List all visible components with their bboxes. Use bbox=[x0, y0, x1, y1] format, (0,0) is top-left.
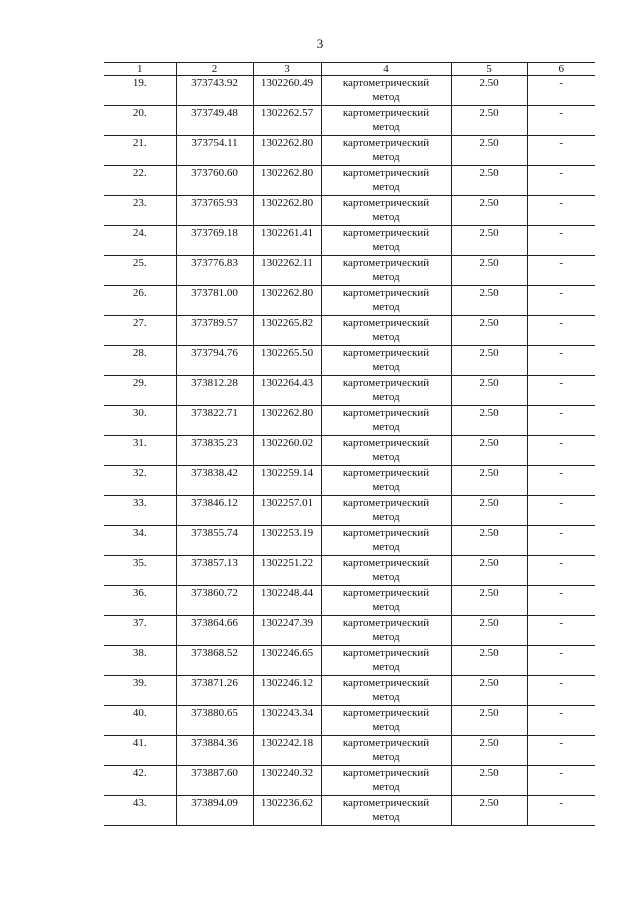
table-row bbox=[104, 406, 595, 436]
method-cell bbox=[321, 286, 451, 316]
accuracy-cell: 2.50 bbox=[451, 586, 527, 616]
note-cell: - bbox=[527, 256, 595, 286]
table-row bbox=[104, 376, 595, 406]
method-line: картометрический bbox=[342, 737, 430, 749]
accuracy-cell: 2.50 bbox=[451, 526, 527, 556]
point-number-cell: 31. bbox=[104, 436, 176, 466]
note-cell: - bbox=[527, 496, 595, 526]
x-coordinate-cell: 373776.83 bbox=[176, 256, 253, 286]
note-cell: - bbox=[527, 166, 595, 196]
page-number: 3 bbox=[316, 36, 324, 51]
method-line: метод bbox=[372, 451, 400, 463]
method-cell bbox=[321, 466, 451, 496]
point-number-cell: 22. bbox=[104, 166, 176, 196]
point-number-cell: 36. bbox=[104, 586, 176, 616]
method-line: картометрический bbox=[342, 647, 430, 659]
method-line: метод bbox=[372, 661, 400, 673]
y-coordinate-cell: 1302259.14 bbox=[253, 466, 321, 496]
y-coordinate-cell: 1302236.62 bbox=[253, 796, 321, 826]
point-number-cell: 35. bbox=[104, 556, 176, 586]
method-line: метод bbox=[372, 151, 400, 163]
point-number-cell: 29. bbox=[104, 376, 176, 406]
method-line: картометрический bbox=[342, 407, 430, 419]
point-number-cell: 37. bbox=[104, 616, 176, 646]
point-number-cell: 24. bbox=[104, 226, 176, 256]
point-number-cell: 42. bbox=[104, 766, 176, 796]
method-line: метод bbox=[372, 271, 400, 283]
method-cell bbox=[321, 676, 451, 706]
table-row bbox=[104, 496, 595, 526]
y-coordinate-cell: 1302265.82 bbox=[253, 316, 321, 346]
method-line: картометрический bbox=[342, 587, 430, 599]
method-line: картометрический bbox=[342, 707, 430, 719]
y-coordinate-cell: 1302260.02 bbox=[253, 436, 321, 466]
note-cell: - bbox=[527, 346, 595, 376]
method-line: картометрический bbox=[342, 797, 430, 809]
method-cell bbox=[321, 376, 451, 406]
y-coordinate-cell: 1302248.44 bbox=[253, 586, 321, 616]
method-line: картометрический bbox=[342, 257, 430, 269]
point-number-cell: 40. bbox=[104, 706, 176, 736]
accuracy-cell: 2.50 bbox=[451, 226, 527, 256]
point-number-cell: 34. bbox=[104, 526, 176, 556]
accuracy-cell: 2.50 bbox=[451, 496, 527, 526]
method-line: метод bbox=[372, 421, 400, 433]
method-line: метод bbox=[372, 631, 400, 643]
x-coordinate-cell: 373835.23 bbox=[176, 436, 253, 466]
y-coordinate-cell: 1302262.80 bbox=[253, 286, 321, 316]
method-cell bbox=[321, 136, 451, 166]
method-cell bbox=[321, 646, 451, 676]
method-cell bbox=[321, 166, 451, 196]
method-cell bbox=[321, 766, 451, 796]
y-coordinate-cell: 1302257.01 bbox=[253, 496, 321, 526]
x-coordinate-cell: 373769.18 bbox=[176, 226, 253, 256]
table-row bbox=[104, 136, 595, 166]
column-header: 6 bbox=[527, 63, 595, 76]
note-cell: - bbox=[527, 316, 595, 346]
table-row bbox=[104, 106, 595, 136]
x-coordinate-cell: 373868.52 bbox=[176, 646, 253, 676]
method-line: метод bbox=[372, 121, 400, 133]
note-cell: - bbox=[527, 106, 595, 136]
x-coordinate-cell: 373743.92 bbox=[176, 76, 253, 106]
table-row bbox=[104, 796, 595, 826]
method-line: метод bbox=[372, 691, 400, 703]
x-coordinate-cell: 373846.12 bbox=[176, 496, 253, 526]
y-coordinate-cell: 1302253.19 bbox=[253, 526, 321, 556]
accuracy-cell: 2.50 bbox=[451, 286, 527, 316]
column-header: 2 bbox=[176, 63, 253, 76]
method-line: метод bbox=[372, 601, 400, 613]
column-header: 3 bbox=[253, 63, 321, 76]
note-cell: - bbox=[527, 436, 595, 466]
method-cell bbox=[321, 406, 451, 436]
x-coordinate-cell: 373857.13 bbox=[176, 556, 253, 586]
x-coordinate-cell: 373754.11 bbox=[176, 136, 253, 166]
x-coordinate-cell: 373838.42 bbox=[176, 466, 253, 496]
method-line: картометрический bbox=[342, 767, 430, 779]
point-number-cell: 28. bbox=[104, 346, 176, 376]
accuracy-cell: 2.50 bbox=[451, 796, 527, 826]
table-row bbox=[104, 676, 595, 706]
note-cell: - bbox=[527, 466, 595, 496]
method-cell bbox=[321, 196, 451, 226]
accuracy-cell: 2.50 bbox=[451, 346, 527, 376]
method-cell bbox=[321, 796, 451, 826]
method-line: картометрический bbox=[342, 197, 430, 209]
y-coordinate-cell: 1302242.18 bbox=[253, 736, 321, 766]
accuracy-cell: 2.50 bbox=[451, 136, 527, 166]
method-line: метод bbox=[372, 481, 400, 493]
point-number-cell: 20. bbox=[104, 106, 176, 136]
method-line: метод bbox=[372, 301, 400, 313]
method-line: метод bbox=[372, 391, 400, 403]
point-number-cell: 43. bbox=[104, 796, 176, 826]
method-line: картометрический bbox=[342, 137, 430, 149]
method-line: картометрический bbox=[342, 377, 430, 389]
accuracy-cell: 2.50 bbox=[451, 106, 527, 136]
table-row bbox=[104, 736, 595, 766]
method-line: метод bbox=[372, 541, 400, 553]
accuracy-cell: 2.50 bbox=[451, 706, 527, 736]
y-coordinate-cell: 1302251.22 bbox=[253, 556, 321, 586]
y-coordinate-cell: 1302246.12 bbox=[253, 676, 321, 706]
note-cell: - bbox=[527, 796, 595, 826]
accuracy-cell: 2.50 bbox=[451, 466, 527, 496]
accuracy-cell: 2.50 bbox=[451, 316, 527, 346]
x-coordinate-cell: 373749.48 bbox=[176, 106, 253, 136]
method-line: метод bbox=[372, 811, 400, 823]
x-coordinate-cell: 373880.65 bbox=[176, 706, 253, 736]
accuracy-cell: 2.50 bbox=[451, 76, 527, 106]
method-line: картометрический bbox=[342, 527, 430, 539]
method-line: метод bbox=[372, 181, 400, 193]
x-coordinate-cell: 373884.36 bbox=[176, 736, 253, 766]
point-number-cell: 30. bbox=[104, 406, 176, 436]
note-cell: - bbox=[527, 766, 595, 796]
x-coordinate-cell: 373860.72 bbox=[176, 586, 253, 616]
point-number-cell: 39. bbox=[104, 676, 176, 706]
x-coordinate-cell: 373789.57 bbox=[176, 316, 253, 346]
y-coordinate-cell: 1302262.57 bbox=[253, 106, 321, 136]
table-row bbox=[104, 166, 595, 196]
x-coordinate-cell: 373894.09 bbox=[176, 796, 253, 826]
table-row bbox=[104, 346, 595, 376]
note-cell: - bbox=[527, 196, 595, 226]
note-cell: - bbox=[527, 136, 595, 166]
y-coordinate-cell: 1302262.80 bbox=[253, 406, 321, 436]
note-cell: - bbox=[527, 616, 595, 646]
method-line: метод bbox=[372, 331, 400, 343]
point-number-cell: 33. bbox=[104, 496, 176, 526]
table-row bbox=[104, 586, 595, 616]
x-coordinate-cell: 373765.93 bbox=[176, 196, 253, 226]
method-line: метод bbox=[372, 91, 400, 103]
accuracy-cell: 2.50 bbox=[451, 646, 527, 676]
accuracy-cell: 2.50 bbox=[451, 376, 527, 406]
table-row bbox=[104, 196, 595, 226]
y-coordinate-cell: 1302265.50 bbox=[253, 346, 321, 376]
y-coordinate-cell: 1302260.49 bbox=[253, 76, 321, 106]
table-row bbox=[104, 646, 595, 676]
table-row bbox=[104, 316, 595, 346]
accuracy-cell: 2.50 bbox=[451, 406, 527, 436]
note-cell: - bbox=[527, 676, 595, 706]
point-number-cell: 38. bbox=[104, 646, 176, 676]
note-cell: - bbox=[527, 556, 595, 586]
point-number-cell: 23. bbox=[104, 196, 176, 226]
y-coordinate-cell: 1302264.43 bbox=[253, 376, 321, 406]
note-cell: - bbox=[527, 226, 595, 256]
accuracy-cell: 2.50 bbox=[451, 256, 527, 286]
method-cell bbox=[321, 586, 451, 616]
table-row bbox=[104, 526, 595, 556]
method-line: метод bbox=[372, 571, 400, 583]
column-header: 1 bbox=[104, 63, 176, 76]
accuracy-cell: 2.50 bbox=[451, 436, 527, 466]
method-line: картометрический bbox=[342, 107, 430, 119]
table-row bbox=[104, 766, 595, 796]
method-line: картометрический bbox=[342, 677, 430, 689]
method-line: метод bbox=[372, 721, 400, 733]
note-cell: - bbox=[527, 76, 595, 106]
method-line: метод bbox=[372, 211, 400, 223]
method-line: картометрический bbox=[342, 347, 430, 359]
note-cell: - bbox=[527, 286, 595, 316]
method-line: картометрический bbox=[342, 437, 430, 449]
method-line: картометрический bbox=[342, 617, 430, 629]
coordinates-table bbox=[104, 62, 595, 826]
table-row bbox=[104, 616, 595, 646]
point-number-cell: 26. bbox=[104, 286, 176, 316]
note-cell: - bbox=[527, 706, 595, 736]
point-number-cell: 41. bbox=[104, 736, 176, 766]
method-line: картометрический bbox=[342, 467, 430, 479]
accuracy-cell: 2.50 bbox=[451, 736, 527, 766]
accuracy-cell: 2.50 bbox=[451, 766, 527, 796]
point-number-cell: 25. bbox=[104, 256, 176, 286]
method-line: картометрический bbox=[342, 497, 430, 509]
y-coordinate-cell: 1302246.65 bbox=[253, 646, 321, 676]
method-line: метод bbox=[372, 361, 400, 373]
note-cell: - bbox=[527, 406, 595, 436]
note-cell: - bbox=[527, 376, 595, 406]
y-coordinate-cell: 1302262.80 bbox=[253, 196, 321, 226]
method-cell bbox=[321, 226, 451, 256]
accuracy-cell: 2.50 bbox=[451, 556, 527, 586]
table-row bbox=[104, 706, 595, 736]
y-coordinate-cell: 1302261.41 bbox=[253, 226, 321, 256]
table-header-row bbox=[104, 63, 595, 76]
y-coordinate-cell: 1302240.32 bbox=[253, 766, 321, 796]
note-cell: - bbox=[527, 736, 595, 766]
method-line: картометрический bbox=[342, 317, 430, 329]
accuracy-cell: 2.50 bbox=[451, 676, 527, 706]
x-coordinate-cell: 373760.60 bbox=[176, 166, 253, 196]
accuracy-cell: 2.50 bbox=[451, 166, 527, 196]
method-cell bbox=[321, 256, 451, 286]
accuracy-cell: 2.50 bbox=[451, 616, 527, 646]
point-number-cell: 19. bbox=[104, 76, 176, 106]
point-number-cell: 27. bbox=[104, 316, 176, 346]
method-cell bbox=[321, 496, 451, 526]
column-header: 4 bbox=[321, 63, 451, 76]
point-number-cell: 21. bbox=[104, 136, 176, 166]
method-line: картометрический bbox=[342, 557, 430, 569]
method-line: метод bbox=[372, 511, 400, 523]
method-line: метод bbox=[372, 751, 400, 763]
x-coordinate-cell: 373864.66 bbox=[176, 616, 253, 646]
table-row bbox=[104, 256, 595, 286]
point-number-cell: 32. bbox=[104, 466, 176, 496]
x-coordinate-cell: 373812.28 bbox=[176, 376, 253, 406]
note-cell: - bbox=[527, 586, 595, 616]
y-coordinate-cell: 1302262.80 bbox=[253, 136, 321, 166]
method-cell bbox=[321, 736, 451, 766]
y-coordinate-cell: 1302247.39 bbox=[253, 616, 321, 646]
method-line: картометрический bbox=[342, 227, 430, 239]
method-cell bbox=[321, 316, 451, 346]
x-coordinate-cell: 373871.26 bbox=[176, 676, 253, 706]
method-line: метод bbox=[372, 241, 400, 253]
method-cell bbox=[321, 616, 451, 646]
table-row bbox=[104, 226, 595, 256]
table-row bbox=[104, 436, 595, 466]
x-coordinate-cell: 373887.60 bbox=[176, 766, 253, 796]
x-coordinate-cell: 373794.76 bbox=[176, 346, 253, 376]
method-line: картометрический bbox=[342, 167, 430, 179]
table-row bbox=[104, 556, 595, 586]
note-cell: - bbox=[527, 646, 595, 676]
method-cell bbox=[321, 556, 451, 586]
y-coordinate-cell: 1302243.34 bbox=[253, 706, 321, 736]
table-row bbox=[104, 286, 595, 316]
method-cell bbox=[321, 706, 451, 736]
method-line: метод bbox=[372, 781, 400, 793]
method-cell bbox=[321, 346, 451, 376]
method-line: картометрический bbox=[342, 77, 430, 89]
method-cell bbox=[321, 106, 451, 136]
x-coordinate-cell: 373855.74 bbox=[176, 526, 253, 556]
column-header: 5 bbox=[451, 63, 527, 76]
accuracy-cell: 2.50 bbox=[451, 196, 527, 226]
method-cell bbox=[321, 76, 451, 106]
x-coordinate-cell: 373781.00 bbox=[176, 286, 253, 316]
table-row bbox=[104, 76, 595, 106]
y-coordinate-cell: 1302262.80 bbox=[253, 166, 321, 196]
y-coordinate-cell: 1302262.11 bbox=[253, 256, 321, 286]
method-cell bbox=[321, 526, 451, 556]
method-cell bbox=[321, 436, 451, 466]
method-line: картометрический bbox=[342, 287, 430, 299]
table-row bbox=[104, 466, 595, 496]
x-coordinate-cell: 373822.71 bbox=[176, 406, 253, 436]
note-cell: - bbox=[527, 526, 595, 556]
